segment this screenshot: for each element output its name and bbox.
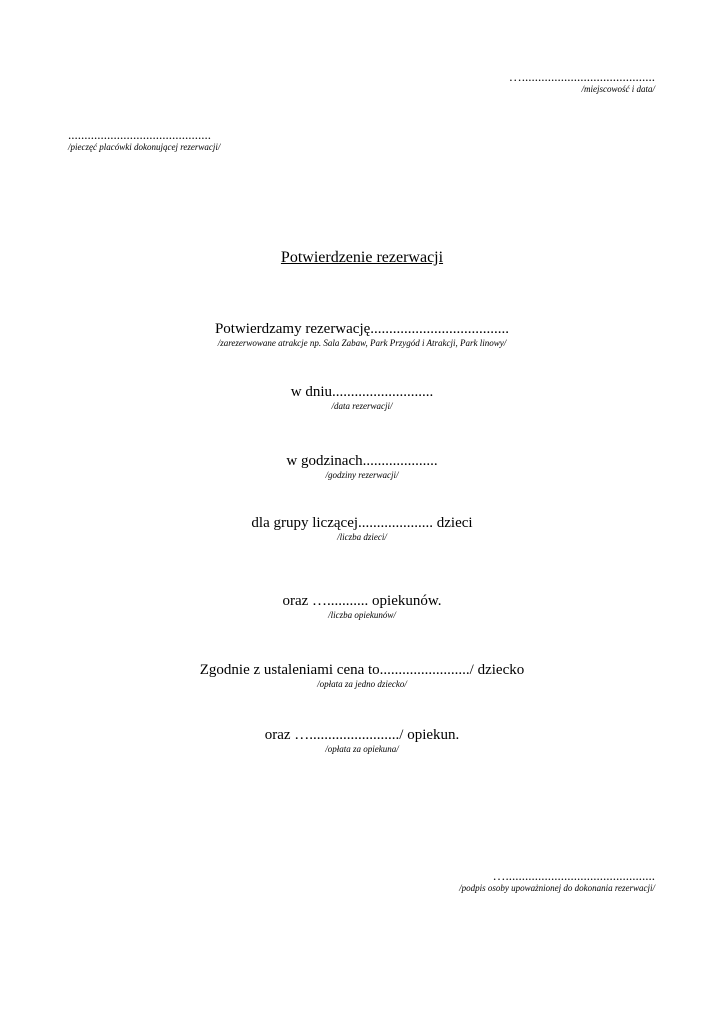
guardian-price-field [0,727,724,755]
place-date-block [509,70,655,95]
guardians-hint: /liczba opiekunów/ [328,610,396,620]
reservation-field [0,321,724,349]
children-field [0,515,724,543]
place-date-hint: /miejscowość i data/ [581,84,655,94]
hours-hint: /godziny rezerwacji/ [325,470,399,480]
date-hint: /data rezerwacji/ [331,401,393,411]
signature-block [459,869,655,894]
date-field [0,384,724,412]
stamp-hint: /pieczęć placówki dokonującej rezerwacji/ [68,142,221,152]
guardians-field [0,593,724,621]
document-title: Potwierdzenie rezerwacji [280,249,444,266]
child-price-field [0,662,724,690]
place-date-dotted-line: …......................................... [508,69,655,84]
hours-line: w godzinach.................... [286,453,438,469]
guardian-price-hint: /opłata za opiekuna/ [325,744,399,754]
children-hint: /liczba dzieci/ [337,532,387,542]
reservation-line: Potwierdzamy rezerwację..................................... [214,321,510,337]
children-line: dla grupy liczącej.................... dzieci [251,515,473,531]
child-price-line: Zgodnie z ustaleniami cena to......................../ dziecko [199,662,525,678]
guardian-price-line: oraz …......................../ opiekun. [264,727,460,743]
title-block [0,249,724,267]
guardians-line: oraz …........... opiekunów. [282,593,442,609]
signature-hint: /podpis osoby upoważnionej do dokonania rezerwacji/ [459,883,655,893]
signature-dotted-line: ….............................................. [492,868,655,883]
hours-field [0,453,724,481]
stamp-dotted-line: ............................................ [68,127,211,142]
date-line: w dniu........................... [290,384,434,400]
reservation-hint: /zarezerwowane atrakcje np. Sala Zabaw, Park Przygód i Atrakcji, Park linowy/ [217,338,507,348]
child-price-hint: /opłata za jedno dziecko/ [317,679,407,689]
stamp-block [68,128,220,153]
